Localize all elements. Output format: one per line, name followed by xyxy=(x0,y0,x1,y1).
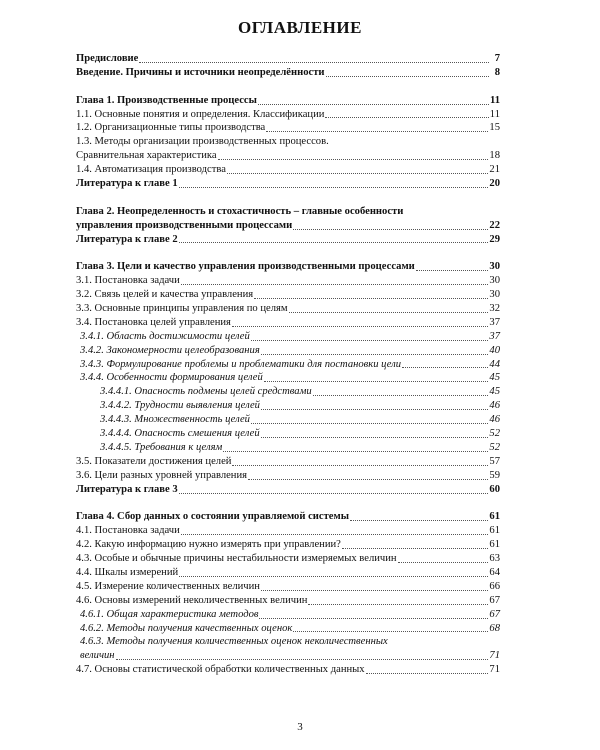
toc-entry-page: 7 xyxy=(494,52,500,64)
toc-entry-title: 3.5. Показатели достижения целей xyxy=(76,455,232,467)
toc-entry-page: 52 xyxy=(489,441,500,453)
toc-spacer xyxy=(76,191,500,205)
toc-leader-dots xyxy=(342,546,489,549)
toc-entry-text: 4.6.3. Методы получения количественных оценок неколичественных xyxy=(80,636,388,648)
toc-entry-title: 4.1. Постановка задачи xyxy=(76,525,180,537)
toc-entry xyxy=(76,538,500,552)
toc-leader-dots xyxy=(227,171,488,174)
toc-entry-page: 8 xyxy=(494,66,500,78)
toc-entry-page: 30 xyxy=(489,289,500,301)
toc-entry-page: 60 xyxy=(489,483,500,495)
toc-leader-dots xyxy=(248,477,488,480)
toc-entry-title: 1.4. Автоматизация производства xyxy=(76,164,226,176)
toc-entry-title: 3.4.4.1. Опасность подмены целей средствами xyxy=(100,386,312,398)
toc-entry-title: управления производственными процессами xyxy=(76,219,293,231)
toc-entry-title: 1.2. Организационные типы производства xyxy=(76,122,266,134)
toc-leader-dots xyxy=(326,74,489,77)
toc-leader-dots xyxy=(402,365,488,368)
toc-entry-title: 4.4. Шкалы измерений xyxy=(76,566,179,578)
toc-entry-page: 37 xyxy=(489,330,500,342)
toc-entry xyxy=(76,94,500,108)
toc-entry-title: Глава 3. Цели и качество управления производственными процессами xyxy=(76,261,415,273)
toc-entry xyxy=(76,52,500,66)
toc-entry-page: 15 xyxy=(489,122,500,134)
toc-entry xyxy=(76,288,500,302)
toc-entry-page: 67 xyxy=(489,594,500,606)
toc-entry xyxy=(76,177,500,191)
toc-leader-dots xyxy=(116,657,489,660)
toc-entry-page: 61 xyxy=(489,525,500,537)
toc-entry xyxy=(76,316,500,330)
toc-entry-title: величин xyxy=(80,650,115,662)
toc-entry-title: 4.6.1. Общая характеристика методов xyxy=(80,608,259,620)
toc-entry xyxy=(76,469,500,483)
toc-leader-dots xyxy=(251,421,488,424)
toc-entry xyxy=(76,566,500,580)
toc-leader-dots xyxy=(139,60,489,63)
toc-entry-page: 30 xyxy=(489,275,500,287)
toc-entry-title: 3.4. Постановка целей управления xyxy=(76,316,231,328)
toc-leader-dots xyxy=(218,157,489,160)
toc-entry xyxy=(76,385,500,399)
toc-spacer xyxy=(76,246,500,260)
toc-leader-dots xyxy=(258,102,489,105)
toc-entry-page: 46 xyxy=(489,400,500,412)
toc-leader-dots xyxy=(179,240,489,243)
toc-entry xyxy=(76,441,500,455)
toc-entry-text: 1.3. Методы организации производственных процессов. xyxy=(76,136,329,148)
toc-leader-dots xyxy=(416,268,489,271)
toc-leader-dots xyxy=(261,407,488,410)
toc-entry-title: Сравнительная характеристика xyxy=(76,150,217,162)
toc-entry-page: 57 xyxy=(489,455,500,467)
toc-entry xyxy=(76,455,500,469)
toc-entry-page: 20 xyxy=(489,178,500,189)
toc-entry xyxy=(76,622,500,636)
toc-leader-dots xyxy=(179,185,489,188)
toc-entry xyxy=(76,580,500,594)
toc-entry-page: 61 xyxy=(489,511,500,523)
toc-entry-page: 30 xyxy=(489,261,500,273)
toc-entry-title: 3.4.4.5. Требования к целям xyxy=(100,441,223,453)
toc-leader-dots xyxy=(179,491,489,494)
toc-entry-title: 3.4.1. Область достижимости целей xyxy=(80,330,250,342)
toc-entry-page: 61 xyxy=(489,539,500,551)
toc-entry-page: 44 xyxy=(489,358,500,370)
toc-entry xyxy=(76,233,500,247)
toc-entry xyxy=(76,260,500,274)
toc-entry-title: Введение. Причины и источники неопределённости xyxy=(76,66,325,78)
toc-entry-page: 59 xyxy=(489,469,500,481)
toc-entry-title: Литература к главе 3 xyxy=(76,483,178,495)
toc-entry xyxy=(76,219,500,233)
toc-entry-page: 67 xyxy=(489,608,500,620)
toc-entry-title: 3.4.3. Формулирование проблемы и проблематики для постановки цели xyxy=(80,358,402,370)
toc-entry xyxy=(76,371,500,385)
toc-entry-page: 11 xyxy=(489,94,500,106)
toc-leader-dots xyxy=(325,115,488,118)
toc-leader-dots xyxy=(350,518,488,521)
toc-entry-title: 3.4.4.4. Опасность смешения целей xyxy=(100,428,260,440)
toc-leader-dots xyxy=(266,129,488,132)
toc-entry-page: 63 xyxy=(489,553,500,565)
toc-entry-page: 52 xyxy=(489,428,500,440)
toc-entry-title: 4.5. Измерение количественных величин xyxy=(76,580,260,592)
toc-entry xyxy=(76,649,500,663)
toc-leader-dots xyxy=(223,449,488,452)
toc-entry-page: 45 xyxy=(489,386,500,398)
toc-entry-title: Глава 1. Производственные процессы xyxy=(76,94,257,106)
toc-leader-dots xyxy=(308,602,488,605)
toc-entry xyxy=(76,427,500,441)
toc-entry-title: 3.4.4. Особенности формирования целей xyxy=(80,372,263,384)
toc-entry-page: 37 xyxy=(489,316,500,328)
toc-leader-dots xyxy=(251,338,489,341)
toc-leader-dots xyxy=(259,616,488,619)
toc-entry-page: 71 xyxy=(489,650,500,662)
toc-entry-page: 71 xyxy=(489,664,500,676)
toc-entry-page: 18 xyxy=(489,150,500,162)
toc-entry xyxy=(76,274,500,288)
toc-spacer xyxy=(76,497,500,511)
toc-entry-title: 3.6. Цели разных уровней управления xyxy=(76,469,248,481)
toc-entry-title: 4.6. Основы измерений неколичественных величин xyxy=(76,594,308,606)
toc-leader-dots xyxy=(264,379,489,382)
toc-leader-dots xyxy=(179,574,488,577)
toc-entry-title: Предисловие xyxy=(76,52,139,64)
toc-entry-page: 21 xyxy=(489,164,500,176)
toc-leader-dots xyxy=(313,393,489,396)
toc-entry-title: 3.4.4.3. Множественность целей xyxy=(100,414,250,426)
toc-leader-dots xyxy=(254,296,488,299)
toc-entry-page: 32 xyxy=(489,303,500,315)
toc-leader-dots xyxy=(293,629,488,632)
toc-entry xyxy=(76,552,500,566)
toc-leader-dots xyxy=(181,532,489,535)
toc-entry xyxy=(76,344,500,358)
toc-leader-dots xyxy=(232,324,488,327)
toc-leader-dots xyxy=(261,435,489,438)
toc-entry-title: 1.1. Основные понятия и определения. Классификации xyxy=(76,108,325,120)
toc-entry-title: 3.2. Связь целей и качества управления xyxy=(76,289,254,301)
toc-entry-title: 4.2. Какую информацию нужно измерять при управлении? xyxy=(76,539,341,551)
toc-entry-title: 3.4.4.2. Трудности выявления целей xyxy=(100,400,260,412)
toc-entry xyxy=(76,358,500,372)
toc-entry-title: 3.4.2. Закономерности целеобразования xyxy=(80,344,260,356)
toc-leader-dots xyxy=(366,671,489,674)
toc-leader-dots xyxy=(232,463,488,466)
toc-entry xyxy=(76,108,500,122)
toc-entry-text: Глава 2. Неопределенность и стохастичность – главные особенности xyxy=(76,205,404,217)
toc-entry-title: 3.1. Постановка задачи xyxy=(76,275,180,287)
toc-entry-page: 22 xyxy=(489,219,500,231)
toc-entry xyxy=(76,663,500,677)
toc-leader-dots xyxy=(293,227,488,230)
toc-entry-title: 3.3. Основные принципы управления по целям xyxy=(76,303,288,315)
toc-entry xyxy=(76,330,500,344)
toc-entry xyxy=(76,302,500,316)
toc-entry xyxy=(76,121,500,135)
toc-entry-title: Литература к главе 1 xyxy=(76,178,178,189)
toc-entry xyxy=(76,608,500,622)
toc-entry-title: 4.6.2. Методы получения качественных оценок xyxy=(80,622,293,634)
toc-entry xyxy=(76,399,500,413)
toc-entry xyxy=(76,510,500,524)
toc-entry-title: 4.7. Основы статистической обработки количественных данных xyxy=(76,664,365,676)
toc-leader-dots xyxy=(261,352,489,355)
toc-entry-page: 11 xyxy=(489,108,500,120)
toc-entry-page: 66 xyxy=(489,580,500,592)
toc-spacer xyxy=(76,80,500,94)
page-number: 3 xyxy=(297,721,303,733)
toc-leader-dots xyxy=(289,310,489,313)
toc-entry-page: 68 xyxy=(489,622,500,634)
toc-entry-title: Глава 4. Сбор данных о состоянии управляемой системы xyxy=(76,511,349,523)
toc-entry xyxy=(76,483,500,497)
toc-entry-page: 46 xyxy=(489,414,500,426)
page-title: ОГЛАВЛЕНИЕ xyxy=(238,18,362,37)
table-of-contents xyxy=(76,52,500,677)
toc-entry xyxy=(76,149,500,163)
toc-entry-title: Литература к главе 2 xyxy=(76,233,178,245)
toc-entry-page: 29 xyxy=(489,233,500,245)
toc-entry xyxy=(76,594,500,608)
toc-entry xyxy=(76,524,500,538)
toc-entry-page: 64 xyxy=(489,566,500,578)
toc-leader-dots xyxy=(181,282,489,285)
toc-entry-title: 4.3. Особые и обычные причины нестабильности измеряемых величин xyxy=(76,553,397,565)
toc-leader-dots xyxy=(261,588,488,591)
toc-entry xyxy=(76,66,500,80)
toc-entry xyxy=(76,163,500,177)
toc-entry-page: 40 xyxy=(489,344,500,356)
toc-entry xyxy=(76,413,500,427)
toc-entry-page: 45 xyxy=(489,372,500,384)
toc-leader-dots xyxy=(398,560,489,563)
